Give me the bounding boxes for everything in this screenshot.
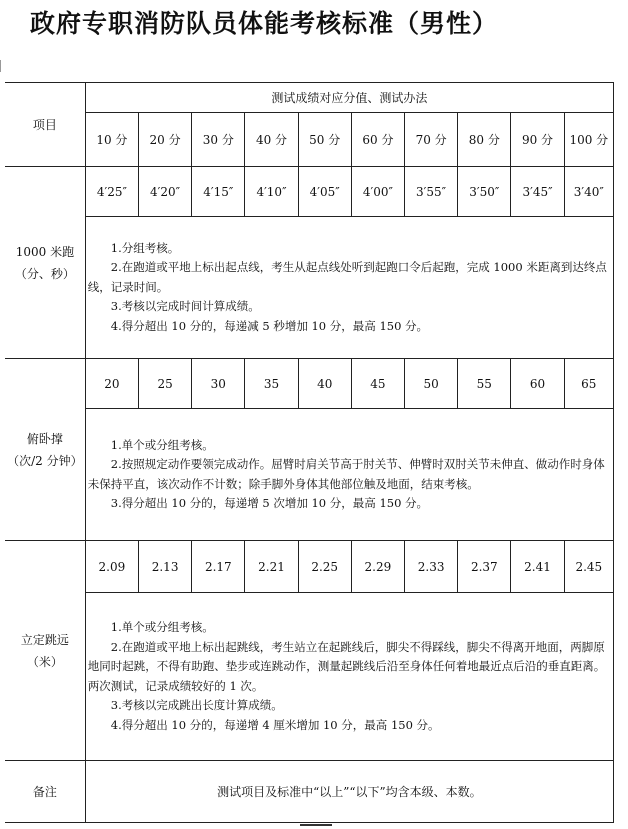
score-header: 100 分 bbox=[564, 113, 613, 167]
jump-value: 2.45 bbox=[564, 541, 613, 593]
run-value: 4′05″ bbox=[298, 167, 351, 217]
page-edge-mark bbox=[300, 824, 332, 826]
pushup-method bbox=[85, 409, 613, 541]
run-value: 4′25″ bbox=[85, 167, 138, 217]
pushup-method-line: 3.得分超出 10 分的，每递增 5 次增加 10 分，最高 150 分。 bbox=[110, 496, 429, 510]
pushup-value: 25 bbox=[139, 359, 192, 409]
jump-value: 2.37 bbox=[458, 541, 511, 593]
run-value: 3′55″ bbox=[405, 167, 458, 217]
run-label bbox=[5, 167, 85, 359]
jump-label bbox=[5, 541, 85, 761]
pushup-value: 65 bbox=[564, 359, 613, 409]
jump-value: 2.29 bbox=[351, 541, 404, 593]
run-value: 4′20″ bbox=[139, 167, 192, 217]
score-header: 60 分 bbox=[351, 113, 404, 167]
pushup-value: 45 bbox=[351, 359, 404, 409]
pushup-value: 60 bbox=[511, 359, 564, 409]
run-method-line: 2.在跑道或平地上标出起点线，考生从起点线处听到起跑口令后起跑，完成 1000 米距离到达终点线，记录时间。 bbox=[87, 260, 607, 294]
note-text: 测试项目及标准中“以上”“以下”均含本级、本数。 bbox=[85, 761, 613, 823]
jump-method-line: 4.得分超出 10 分的，每递增 4 厘米增加 10 分，最高 150 分。 bbox=[110, 717, 440, 732]
note-label: 备注 bbox=[5, 761, 85, 823]
score-header: 50 分 bbox=[298, 113, 351, 167]
jump-value: 2.13 bbox=[139, 541, 192, 593]
group-header bbox=[85, 83, 613, 113]
standards-table bbox=[5, 82, 614, 823]
score-header: 80 分 bbox=[458, 113, 511, 167]
jump-value: 2.25 bbox=[298, 541, 351, 593]
group-header-label: 测试成绩对应分值、测试办法 bbox=[271, 90, 428, 105]
jump-value: 2.21 bbox=[245, 541, 298, 593]
run-value: 4′00″ bbox=[351, 167, 404, 217]
run-method-line: 3.考核以完成时间计算成绩。 bbox=[110, 299, 260, 314]
jump-value: 2.33 bbox=[405, 541, 458, 593]
jump-method-line: 3.考核以完成跳出长度计算成绩。 bbox=[110, 698, 283, 712]
pushup-value: 35 bbox=[245, 359, 298, 409]
run-value: 3′50″ bbox=[458, 167, 511, 217]
pushup-value: 55 bbox=[458, 359, 511, 409]
run-method bbox=[85, 217, 613, 359]
run-method-line: 1.分组考核。 bbox=[110, 240, 180, 255]
jump-value: 2.17 bbox=[192, 541, 245, 593]
pushup-value: 50 bbox=[405, 359, 458, 409]
pushup-value: 30 bbox=[192, 359, 245, 409]
pushup-value: 20 bbox=[85, 359, 138, 409]
pushup-method-line: 2.按照规定动作要领完成动作。屈臂时肩关节高于肘关节、伸臂时双肘关节未伸直、做动作时身体未保持平直，该次动作不计数；除手脚外身体其他部位触及地面，结束考核。 bbox=[87, 457, 605, 491]
score-header: 70 分 bbox=[405, 113, 458, 167]
run-value: 4′15″ bbox=[192, 167, 245, 217]
jump-value: 2.09 bbox=[85, 541, 138, 593]
run-value: 4′10″ bbox=[245, 167, 298, 217]
run-value: 3′45″ bbox=[511, 167, 564, 217]
pushup-value: 40 bbox=[298, 359, 351, 409]
run-label-text: 1000 米跑 （分、秒） bbox=[14, 244, 75, 281]
jump-label-text: 立定跳远 （米） bbox=[20, 632, 69, 669]
score-header: 90 分 bbox=[511, 113, 564, 167]
jump-value: 2.41 bbox=[511, 541, 564, 593]
item-header-label: 项目 bbox=[32, 117, 57, 132]
run-value: 3′40″ bbox=[564, 167, 613, 217]
pushup-label bbox=[5, 359, 85, 541]
jump-method bbox=[85, 593, 613, 761]
jump-method-line: 2.在跑道或平地上标出起跳线，考生站立在起跳线后，脚尖不得踩线，脚尖不得离开地面，两脚原地同时起跳，不得有助跑、垫步或连跳动作，测量起跳线后沿至身体任何着地最近点后沿的垂直距离。两次测试，记录成绩较好的 1 次。 bbox=[87, 639, 606, 693]
pushup-label-text: 俯卧撑 （次/2 分钟） bbox=[7, 431, 83, 468]
score-header: 40 分 bbox=[245, 113, 298, 167]
page-title: 政府专职消防队员体能考核标准（男性） bbox=[30, 9, 499, 38]
score-header: 10 分 bbox=[85, 113, 138, 167]
jump-method-line: 1.单个或分组考核。 bbox=[110, 620, 214, 634]
item-header bbox=[5, 83, 85, 167]
run-method-line: 4.得分超出 10 分的，每递减 5 秒增加 10 分，最高 150 分。 bbox=[110, 318, 429, 333]
score-header: 30 分 bbox=[192, 113, 245, 167]
score-header: 20 分 bbox=[139, 113, 192, 167]
pushup-method-line: 1.单个或分组考核。 bbox=[110, 437, 214, 452]
edge-marker bbox=[0, 60, 4, 72]
